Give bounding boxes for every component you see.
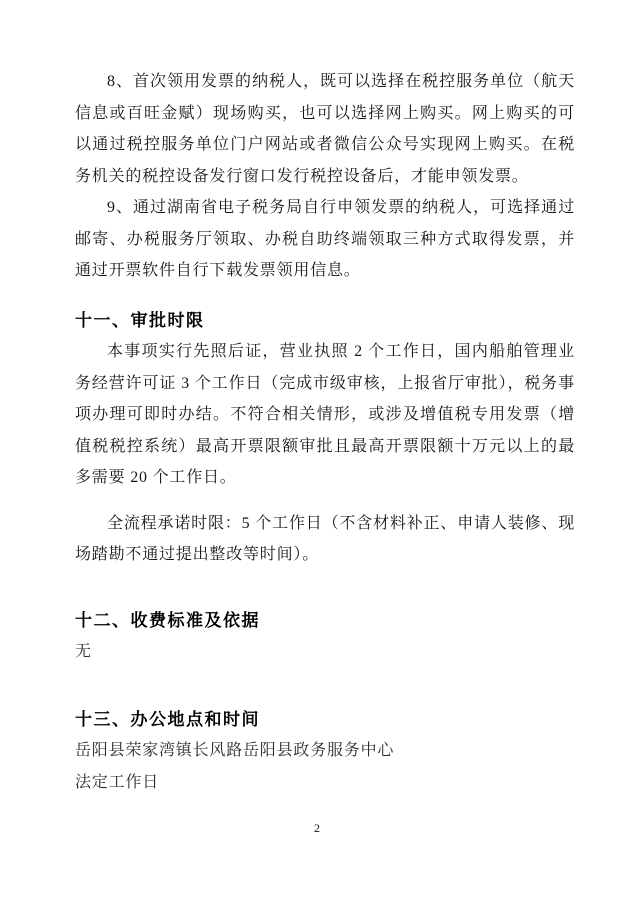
section-11-paragraph-approval-time: 本事项实行先照后证，营业执照 2 个工作日，国内船舶管理业务经营许可证 3 个工作日（完成市级审核，上报省厅审批），税务事项办理可即时办结。不符合相关情形，或涉及增值税专用发票（增值税税控系统）最高开票限额审批且最高开票限额十万元以上的最多需要 20 个工作日。 bbox=[75, 343, 575, 486]
section-13-address: 岳阳县荣家湾镇长风路岳阳县政务服务中心 bbox=[75, 742, 395, 759]
paragraph-item-9: 9、通过湖南省电子税务局自行申领发票的纳税人，可选择通过邮寄、办税服务厅领取、办税自助终端领取三种方式取得发票，并通过开票软件自行下载发票领用信息。 bbox=[75, 199, 575, 279]
section-12-heading: 十二、收费标准及依据 bbox=[75, 610, 260, 630]
section-11-heading: 十一、审批时限 bbox=[75, 310, 205, 330]
section-13-heading: 十三、办公地点和时间 bbox=[75, 709, 260, 729]
page-number: 2 bbox=[314, 821, 320, 835]
section-11-paragraph-promise-time: 全流程承诺时限：5 个工作日（不含材料补正、申请人装修、现场踏勘不通过提出整改等时间）。 bbox=[75, 514, 575, 563]
section-13-working-days: 法定工作日 bbox=[75, 773, 160, 791]
section-12-content: 无 bbox=[75, 643, 92, 660]
paragraph-item-8: 8、首次领用发票的纳税人，既可以选择在税控服务单位（航天信息或百旺金赋）现场购买，也可以选择网上购买。网上购买的可以通过税控服务单位门户网站或者微信公众号实现网上购买。在税务机关的税控设备发行窗口发行税控设备后，才能申领发票。 bbox=[75, 73, 575, 185]
